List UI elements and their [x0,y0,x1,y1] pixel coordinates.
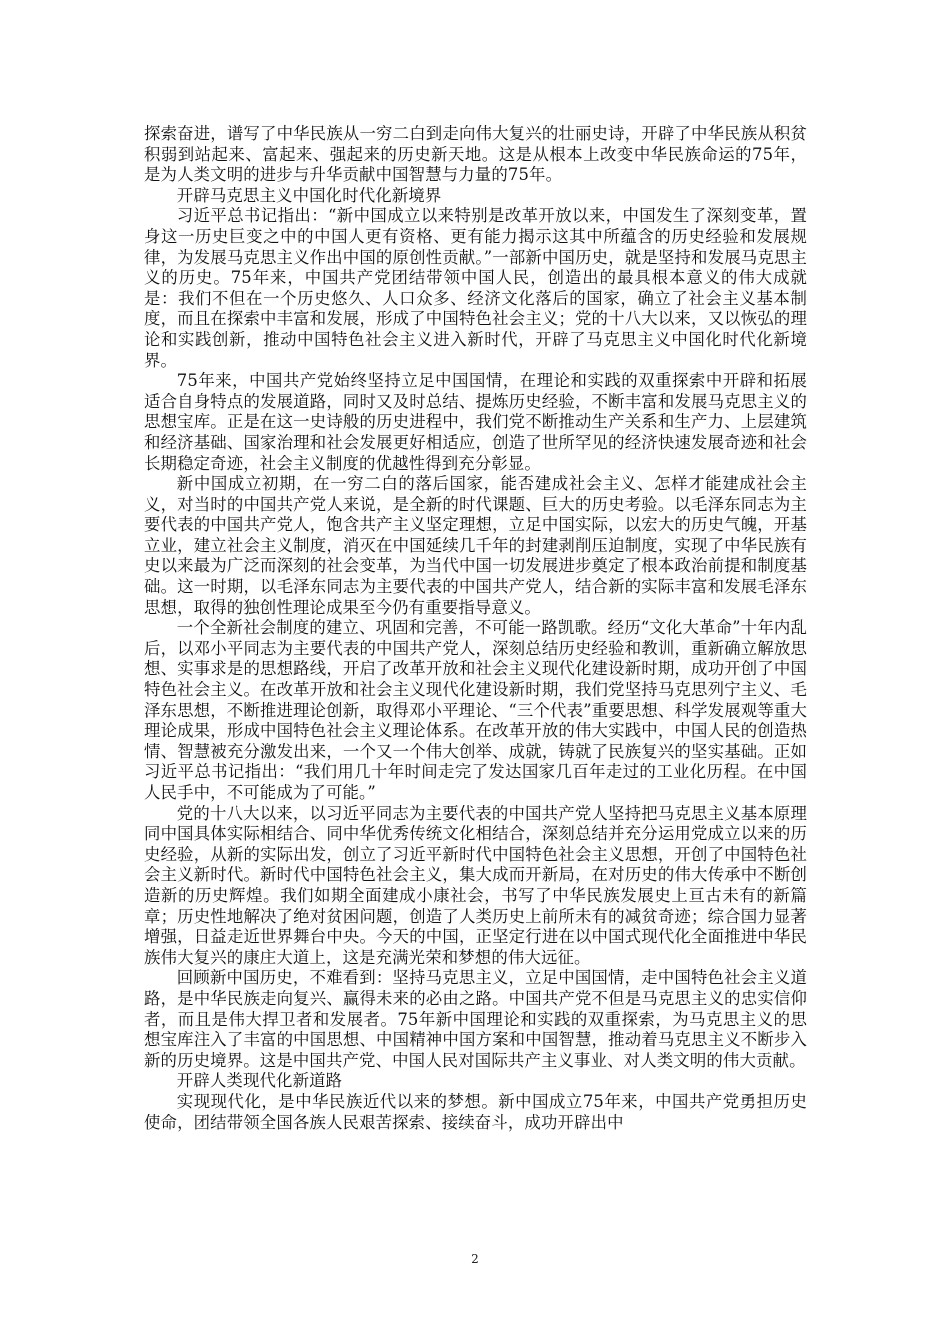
paragraph-3: 习近平总书记指出：“新中国成立以来特别是改革开放以来，中国发生了深刻变革，置身这一历史巨变之中的中国人更有资格、更有能力揭示这其中所蕴含的历史经验和发展规律，为发展马克思主义作出中国的原创性贡献。”一部新中国历史，就是坚持和发展马克思主义的历史。75年来，中国共产党团结带领中国人民，创造出的最具根本意义的伟大成就是：我们不但在一个历史悠久、人口众多、经济文化落后的国家，确立了社会主义基本制度，而且在探索中丰富和发展，形成了中国特色社会主义；党的十八大以来，又以恢弘的理论和实践创新，推动中国特色社会主义进入新时代，开辟了马克思主义中国化时代化新境界。 [144,206,807,370]
section-heading-modernization: 开辟人类现代化新道路 [176,1071,343,1091]
paragraph-1: 探索奋进，谱写了中华民族从一穷二白到走向伟大复兴的壮丽史诗，开辟了中华民族从积贫积弱到站起来、富起来、强起来的历史新天地。这是从根本上改变中华民族命运的75年，是为人类文明的进步与升华贡献中国智慧与力量的75年。 [144,124,807,185]
paragraph-8: 回顾新中国历史，不难看到：坚持马克思主义，立足中国国情，走中国特色社会主义道路，是中华民族走向复兴、赢得未来的必由之路。中国共产党不但是马克思主义的忠实信仰者，而且是伟大捍卫者和发展者。75年新中国理论和实践的双重探索，为马克思主义的思想宝库注入了丰富的中国思想、中国精神中国方案和中国智慧，推动着马克思主义不断步入新的历史境界。这是中国共产党、中国人民对国际共产主义事业、对人类文明的伟大贡献。 [144,968,807,1070]
paragraph-10: 实现现代化，是中华民族近代以来的梦想。新中国成立75年来，中国共产党勇担历史使命，团结带领全国各族人民艰苦探索、接续奋斗，成功开辟出中 [144,1091,807,1132]
paragraph-4: 75年来，中国共产党始终坚持立足中国国情，在理论和实践的双重探索中开辟和拓展适合自身特点的发展道路，同时又及时总结、提炼历史经验，不断丰富和发展马克思主义的思想宝库。正是在这一史诗般的历史进程中，我们党不断推动生产关系和生产力、上层建筑和经济基础、国家治理和社会发展更好相适应，创造了世所罕见的经济快速发展奇迹和社会长期稳定奇迹，社会主义制度的优越性得到充分彰显。 [144,371,807,473]
document-body [144,124,807,1133]
paragraph-5: 新中国成立初期，在一穷二白的落后国家，能否建成社会主义、怎样才能建成社会主义，对当时的中国共产党人来说，是全新的时代课题、巨大的历史考验。以毛泽东同志为主要代表的中国共产党人，饱含共产主义坚定理想，立足中国实际，以宏大的历史气魄，开基立业，建立社会主义制度，消灭在中国延续几千年的封建剥削压迫制度，实现了中华民族有史以来最为广泛而深刻的社会变革，为当代中国一切发展进步奠定了根本政治前提和制度基础。这一时期，以毛泽东同志为主要代表的中国共产党人，结合新的实际丰富和发展毛泽东思想，取得的独创性理论成果至今仍有重要指导意义。 [144,474,807,617]
paragraph-7: 党的十八大以来，以习近平同志为主要代表的中国共产党人坚持把马克思主义基本原理同中国具体实际相结合、同中华优秀传统文化相结合，深刻总结并充分运用党成立以来的历史经验，从新的实际出发，创立了习近平新时代中国特色社会主义思想，开创了中国特色社会主义新时代。新时代中国特色社会主义，集大成而开新局，在对历史的伟大传承中不断创造新的历史辉煌。我们如期全面建成小康社会，书写了中华民族发展史上亘古未有的新篇章；历史性地解决了绝对贫困问题，创造了人类历史上前所未有的减贫奇迹；综合国力显著增强，日益走近世界舞台中央。今天的中国，正坚定行进在以中国式现代化全面推进中华民族伟大复兴的康庄大道上，这是充满光荣和梦想的伟大远征。 [144,803,807,967]
page-number: 2 [471,1252,479,1266]
paragraph-6: 一个全新社会制度的建立、巩固和完善，不可能一路凯歌。经历“文化大革命”十年内乱后，以邓小平同志为主要代表的中国共产党人，深刻总结历史经验和教训，重新确立解放思想、实事求是的思想路线，开启了改革开放和社会主义现代化建设新时期，成功开创了中国特色社会主义。在改革开放和社会主义现代化建设新时期，我们党坚持马克思列宁主义、毛泽东思想，不断推进理论创新，取得邓小平理论、“三个代表”重要思想、科学发展观等重大理论成果，形成中国特色社会主义理论体系。在改革开放的伟大实践中，中国人民的创造热情、智慧被充分激发出来，一个又一个伟大创举、成就，铸就了民族复兴的坚实基础。正如习近平总书记指出：“我们用几十年时间走完了发达国家几百年走过的工业化历程。在中国人民手中，不可能成为了可能。” [144,618,807,802]
section-heading-marxism: 开辟马克思主义中国化时代化新境界 [176,185,442,205]
